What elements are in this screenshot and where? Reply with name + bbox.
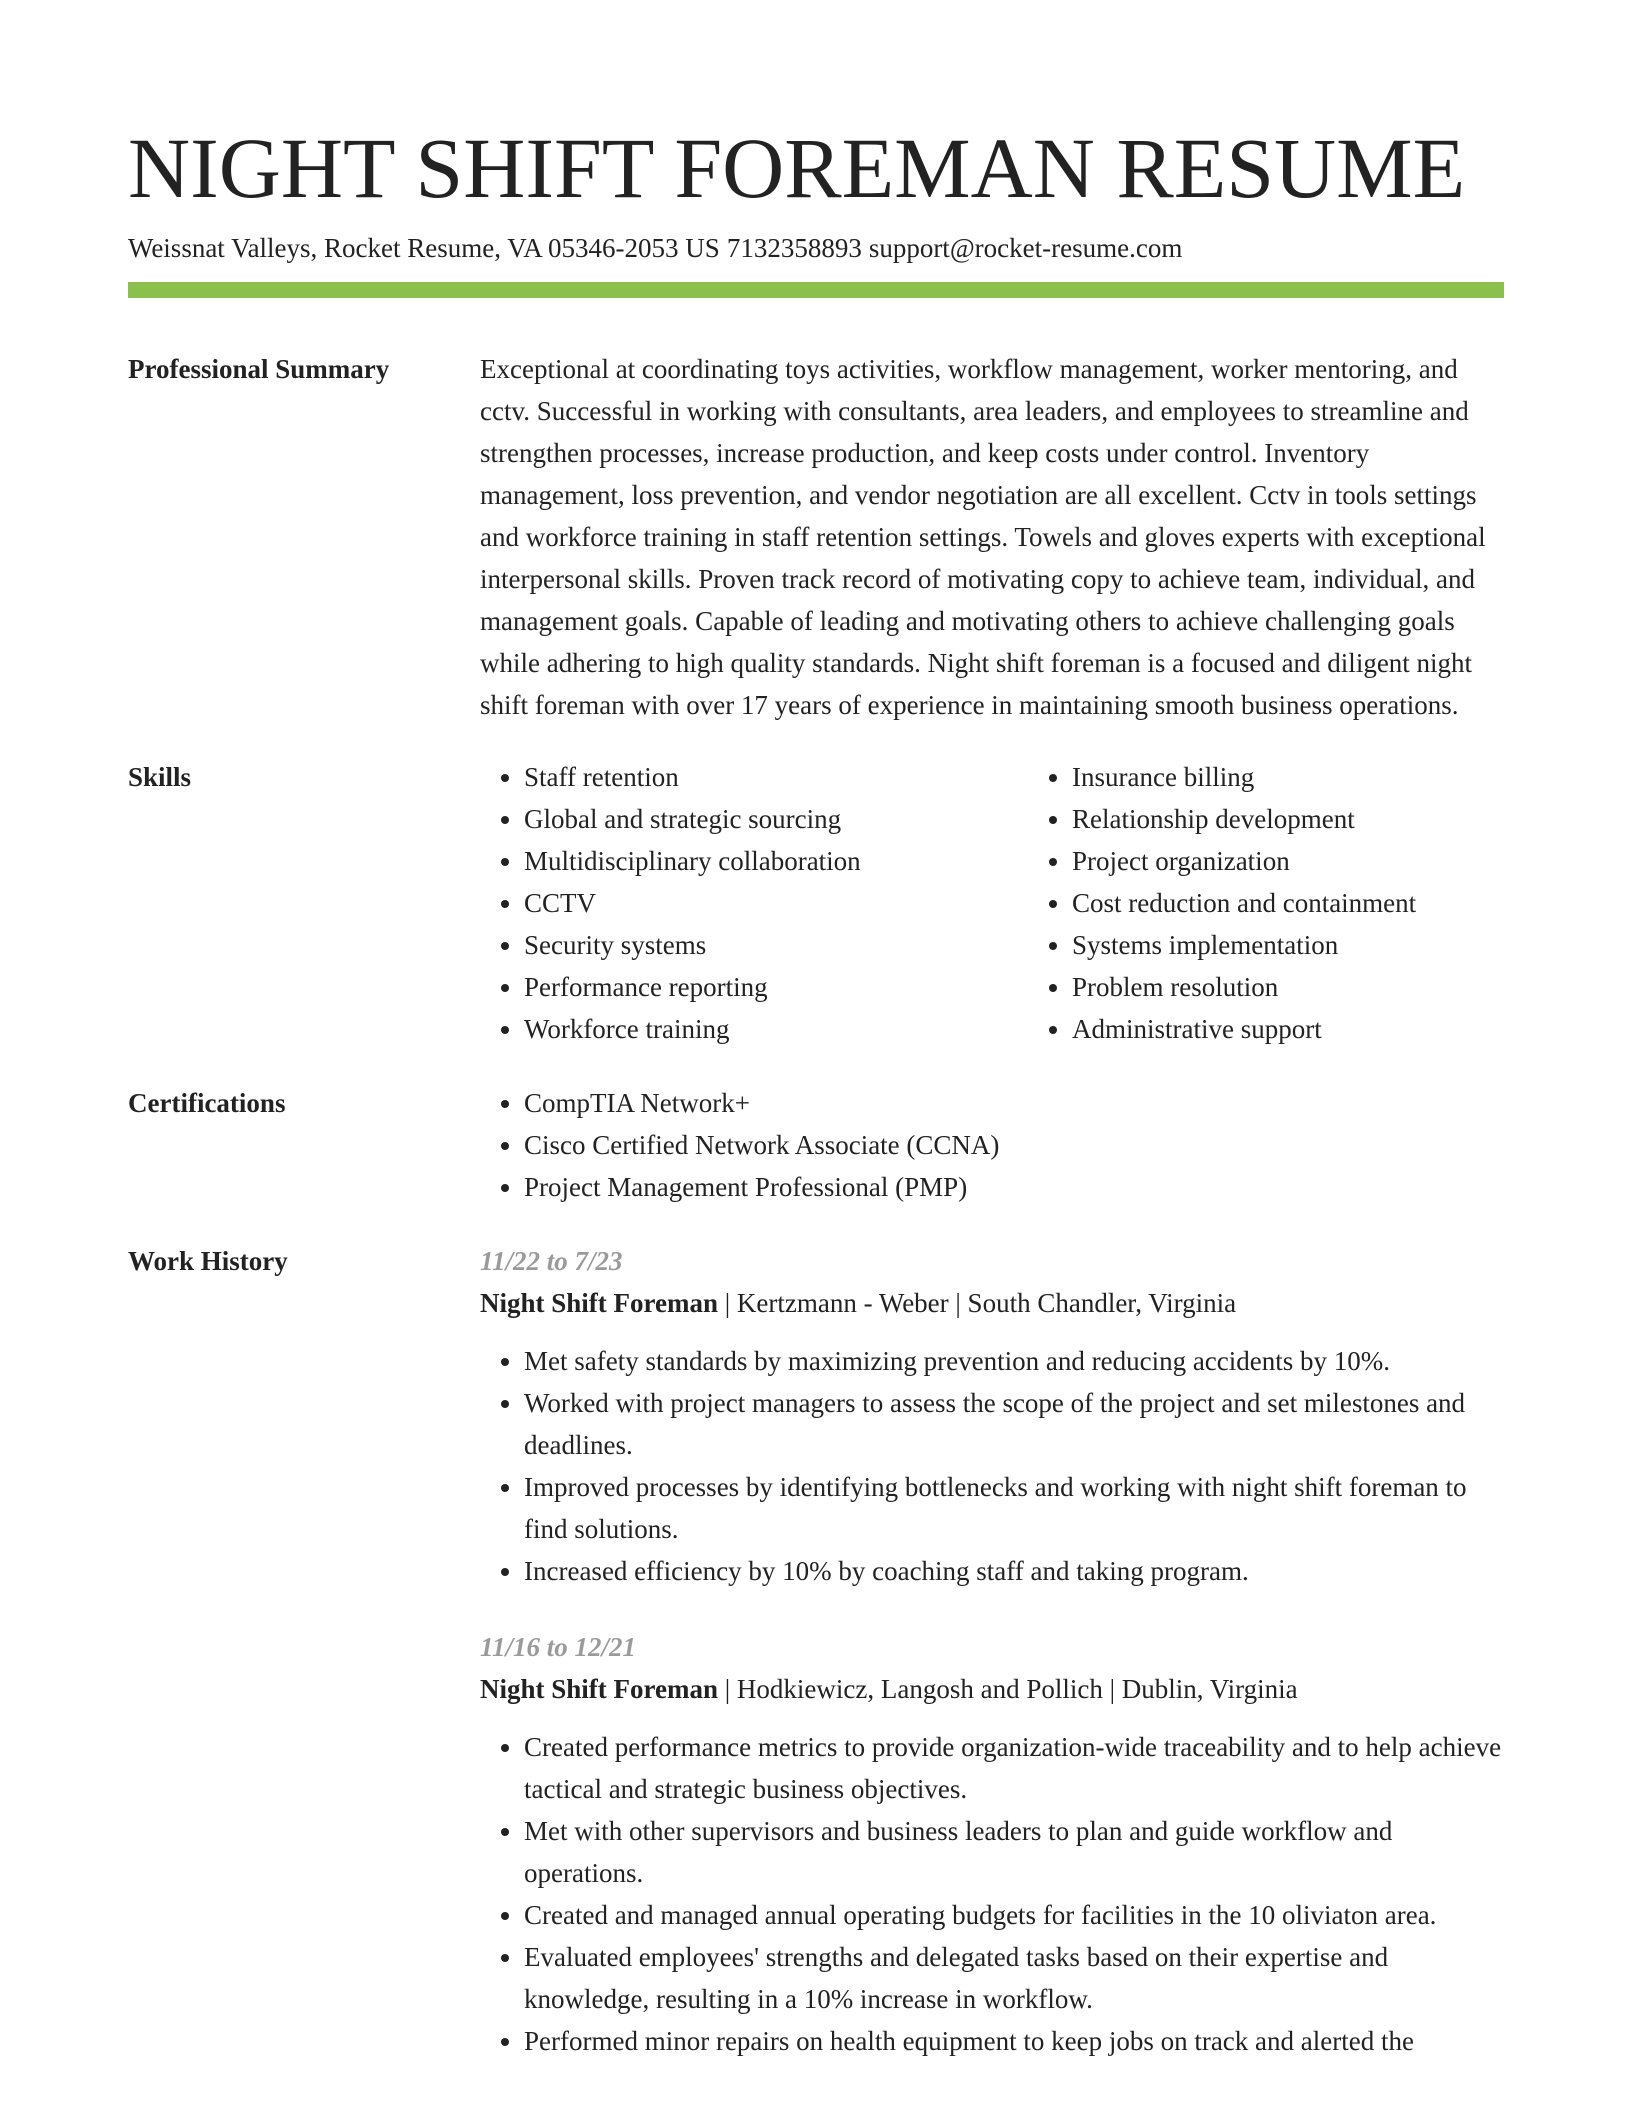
skills-list-left [480, 756, 1028, 1050]
contact-email: support@rocket-resume.com [868, 233, 1183, 263]
job-bullet: • Worked with project managers to assess the scope of the project and set milestones and deadlines. [524, 1382, 1504, 1466]
job-dates: 11/22 to 7/23 [480, 1246, 623, 1276]
job-details: | Hodkiewicz, Langosh and Pollich | Dublin, Virginia [718, 1674, 1298, 1704]
skill-item: • Workforce training [524, 1008, 1028, 1050]
skill-item: • Staff retention [524, 756, 1028, 798]
job-bullet: • Improved processes by identifying bottlenecks and working with night shift foreman to find solutions. [524, 1466, 1504, 1550]
job-dates: 11/16 to 12/21 [480, 1632, 637, 1662]
certification-item: • Project Management Professional (PMP) [524, 1166, 1504, 1208]
job-bullet: • Increased efficiency by 10% by coaching staff and taking program. [524, 1550, 1504, 1592]
skills-list-right [1028, 756, 1504, 1050]
skill-item: • Systems implementation [1072, 924, 1504, 966]
work-history-body [480, 1240, 1504, 2062]
skill-item: • Problem resolution [1072, 966, 1504, 1008]
resume-page [128, 0, 1504, 2062]
skill-item: • Insurance billing [1072, 756, 1504, 798]
job-entry [480, 1626, 1504, 2062]
job-bullet: • Performed minor repairs on health equipment to keep jobs on track and alerted the [524, 2020, 1504, 2062]
job-bullet: • Created performance metrics to provide organization-wide traceability and to help achieve tactical and strategic business objectives. [524, 1726, 1504, 1810]
work-history-label: Work History [128, 1246, 288, 1276]
job-heading [480, 1282, 1504, 1324]
certification-item: • Cisco Certified Network Associate (CCNA) [524, 1124, 1504, 1166]
certifications-section [128, 1082, 1504, 1208]
certification-item: • CompTIA Network+ [524, 1082, 1504, 1124]
summary-section [128, 348, 1504, 726]
job-bullets [480, 1726, 1504, 2062]
job-bullet: • Met safety standards by maximizing prevention and reducing accidents by 10%. [524, 1340, 1504, 1382]
certifications-body [480, 1082, 1504, 1208]
skill-item: • CCTV [524, 882, 1028, 924]
certifications-label: Certifications [128, 1088, 286, 1118]
skill-item: • Project organization [1072, 840, 1504, 882]
job-bullet: • Created and managed annual operating budgets for facilities in the 10 oliviaton area. [524, 1894, 1504, 1936]
job-title: Night Shift Foreman [480, 1674, 719, 1704]
job-bullet: • Met with other supervisors and business leaders to plan and guide workflow and operations. [524, 1810, 1504, 1894]
contact-address: Weissnat Valleys, Rocket Resume, VA 05346-2053 US [128, 233, 720, 263]
job-bullets [480, 1340, 1504, 1592]
job-heading [480, 1668, 1504, 1710]
job-bullet: • Evaluated employees' strengths and delegated tasks based on their expertise and knowledge, resulting in a 10% increase in workflow. [524, 1936, 1504, 2020]
certifications-list [480, 1082, 1504, 1208]
header-divider [128, 282, 1504, 298]
skill-item: • Administrative support [1072, 1008, 1504, 1050]
work-history-section [128, 1240, 1504, 2062]
contact-phone: 7132358893 [726, 233, 862, 263]
summary-body [480, 348, 1504, 726]
skills-section [128, 756, 1504, 1050]
skill-item: • Cost reduction and containment [1072, 882, 1504, 924]
skill-item: • Performance reporting [524, 966, 1028, 1008]
job-details: | Kertzmann - Weber | South Chandler, Virginia [718, 1288, 1237, 1318]
resume-title: NIGHT SHIFT FOREMAN RESUME [128, 120, 1466, 216]
job-title: Night Shift Foreman [480, 1288, 719, 1318]
job-entry [480, 1240, 1504, 1592]
skill-item: • Global and strategic sourcing [524, 798, 1028, 840]
skills-label: Skills [128, 762, 192, 792]
skill-item: • Multidisciplinary collaboration [524, 840, 1028, 882]
summary-label: Professional Summary [128, 354, 390, 384]
skill-item: • Security systems [524, 924, 1028, 966]
skill-item: • Relationship development [1072, 798, 1504, 840]
contact-line [128, 230, 1504, 266]
skills-body [480, 756, 1504, 1050]
summary-text: Exceptional at coordinating toys activities, workflow management, worker mentoring, and cctv. Successful in working with consultants, area leaders, and employees to streamline and strengthen processes, increase production, and keep costs under control. Inventory management, loss prevention, and vendor negotiation are all excellent. Cctv in tools settings and workforce training in staff retention settings. Towels and gloves experts with exceptional interpersonal skills. Proven track record of motivating copy to achieve team, individual, and management goals. Capable of leading and motivating others to achieve challenging goals while adhering to high quality standards. Night shift foreman is a focused and diligent night shift foreman with over 17 years of experience in maintaining smooth business operations. [480, 354, 1486, 720]
